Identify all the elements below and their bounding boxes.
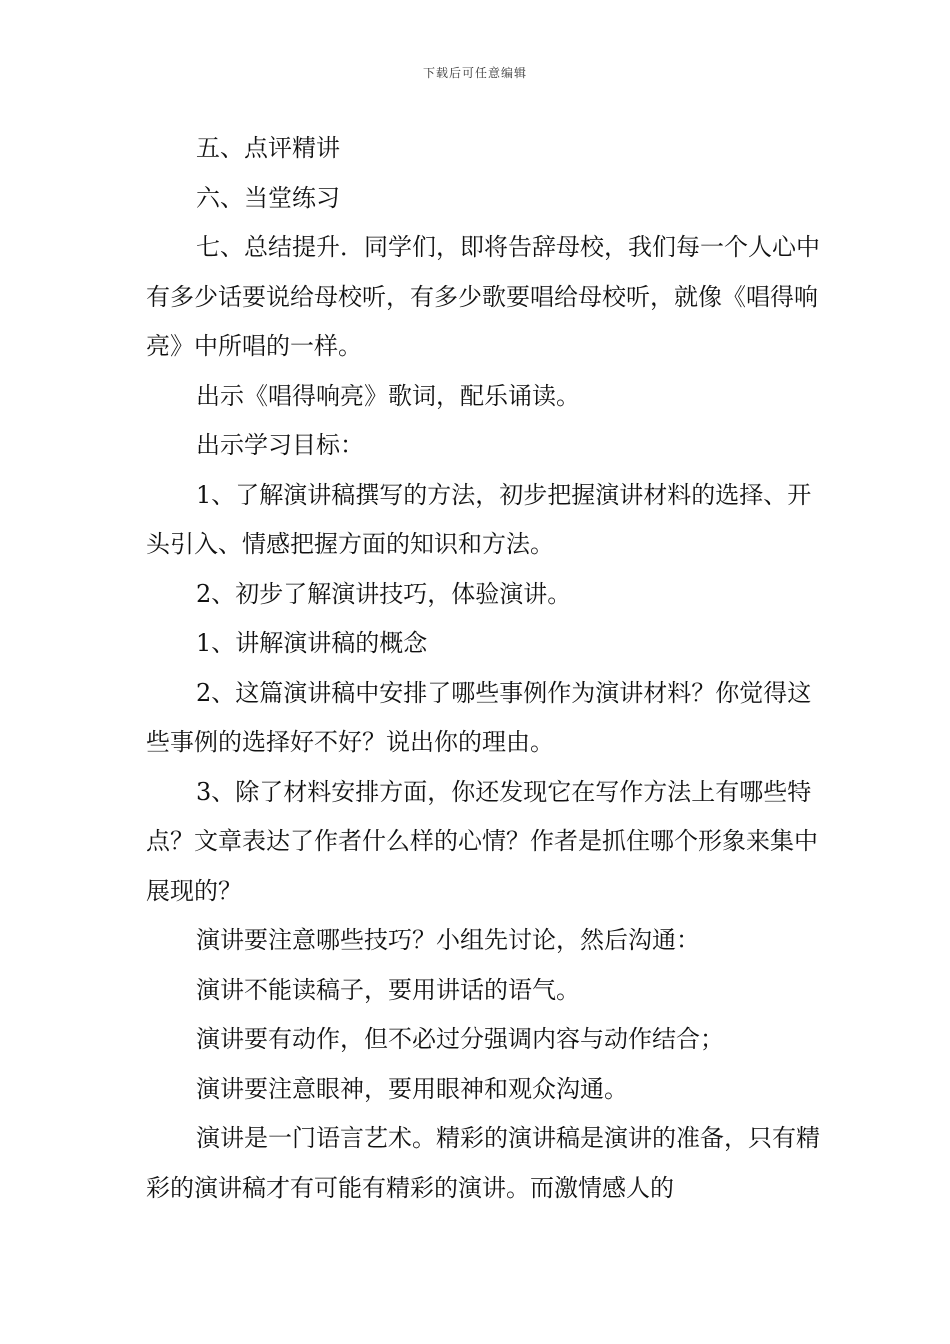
- paragraph-1: 五、点评精讲: [196, 134, 340, 162]
- paragraph-11: 演讲要注意哪些技巧？小组先讨论，然后沟通：: [196, 926, 700, 954]
- paragraph-15: 演讲是一门语言艺术。精彩的演讲稿是演讲的准备，只有精彩的演讲稿才有可能有精彩的演讲。而激情感人的: [146, 1124, 820, 1202]
- paragraph-8: 1、讲解演讲稿的概念: [196, 629, 428, 657]
- paragraph-13: 演讲要有动作，但不必过分强调内容与动作结合；: [196, 1025, 724, 1053]
- paragraph-9: 2、这篇演讲稿中安排了哪些事例作为演讲材料？你觉得这些事例的选择好不好？说出你的理由。: [146, 678, 812, 756]
- paragraph-7: 2、初步了解演讲技巧，体验演讲。: [196, 579, 572, 608]
- page-header: 下载后可任意编辑: [422, 66, 527, 80]
- document-body: [146, 124, 826, 1213]
- paragraph-4: 出示《唱得响亮》歌词，配乐诵读。: [196, 381, 580, 410]
- paragraph-10: 3、除了材料安排方面，你还发现它在写作方法上有哪些特点？文章表达了作者什么样的心情？作者是抓住哪个形象来集中展现的？: [146, 777, 818, 905]
- paragraph-12: 演讲不能读稿子，要用讲话的语气。: [196, 975, 580, 1004]
- paragraph-5: 出示学习目标：: [196, 431, 364, 459]
- paragraph-2: 六、当堂练习: [196, 183, 340, 212]
- paragraph-3: 七、总结提升．同学们，即将告辞母校，我们每一个人心中有多少话要说给母校听，有多少歌要唱给母校听，就像《唱得响亮》中所唱的一样。: [146, 233, 820, 360]
- paragraph-14: 演讲要注意眼神，要用眼神和观众沟通。: [196, 1074, 628, 1103]
- paragraph-6: 1、了解演讲稿撰写的方法，初步把握演讲材料的选择、开头引入、情感把握方面的知识和方法。: [146, 480, 812, 558]
